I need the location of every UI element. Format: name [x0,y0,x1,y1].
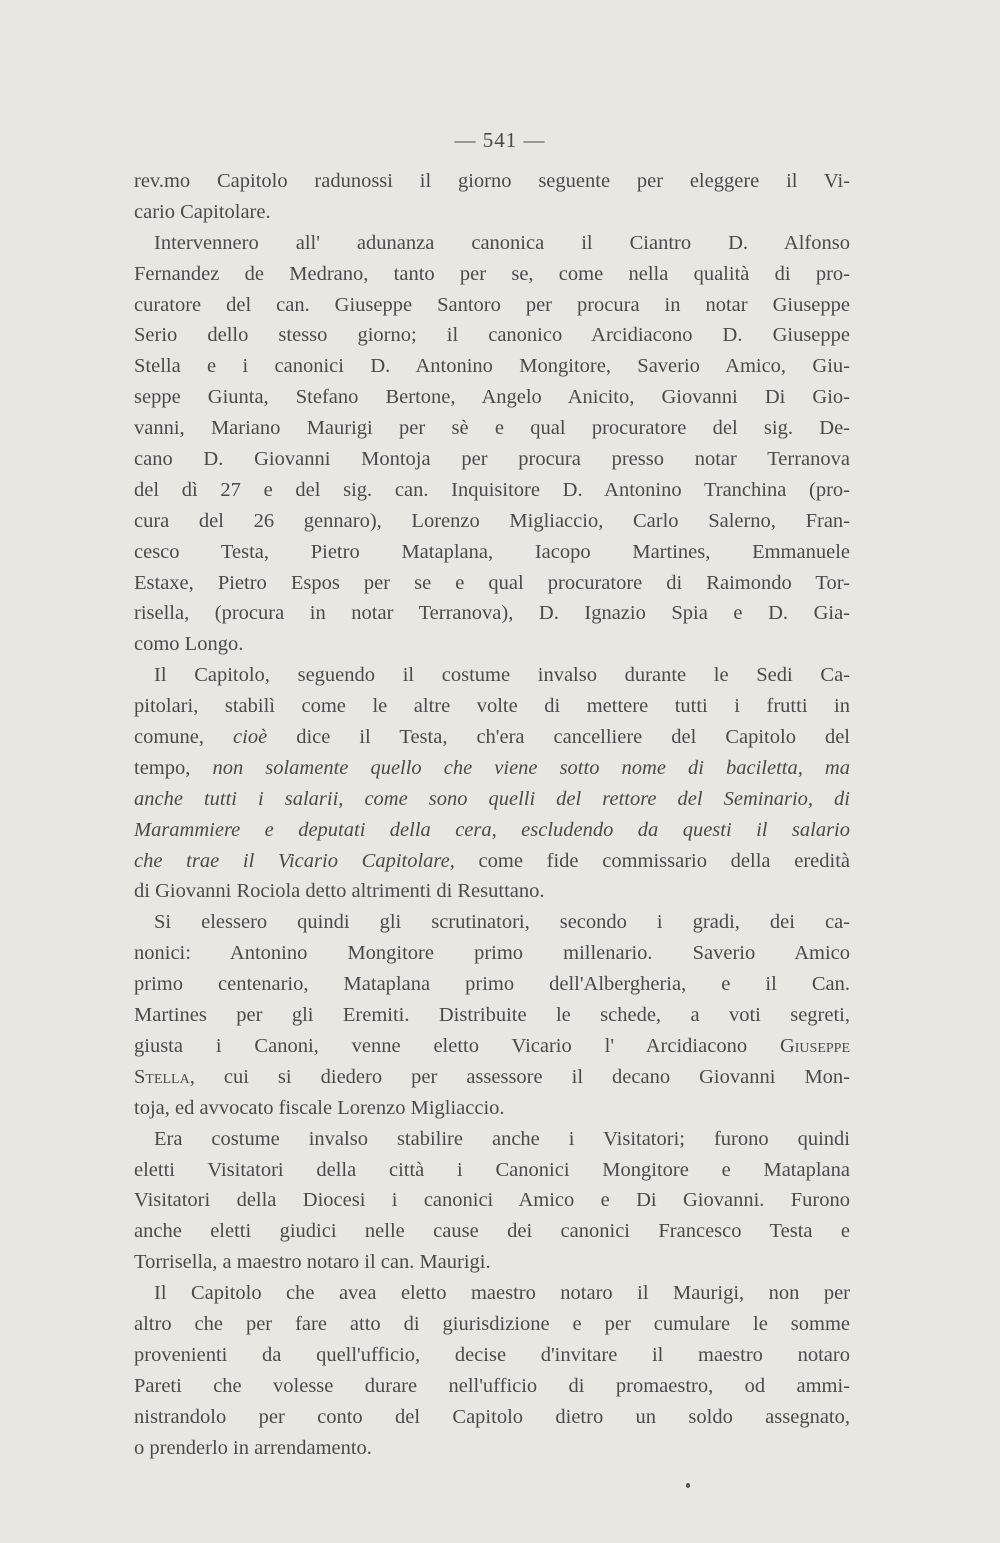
text-segment: provenienti da quell'ufficio, decise d'invitare il maestro notaro [134,1343,850,1366]
text-line [134,846,850,877]
text-segment: como Longo. [134,633,244,656]
text-segment: Intervennero all' adunanza canonica il Ciantro D. Alfonso [154,231,850,254]
text-segment: altro che per fare atto di giurisdizione e per cumulare le somme [134,1312,850,1335]
text-line [134,413,850,444]
text-line [134,1155,850,1186]
text-segment: cano D. Giovanni Montoja per procura presso notar Terranova [134,448,850,471]
text-segment: comune, [134,726,234,749]
text-line [134,1309,850,1340]
text-line [134,444,850,475]
text-line [134,784,850,815]
text-line [134,1093,850,1124]
text-line [134,1185,850,1216]
page-number: — 541 — [454,128,546,152]
text-segment: Il Capitolo, seguendo il costume invalso durante le Sedi Ca- [154,664,850,687]
italic-text-segment: non solamente quello che viene sotto nome di baciletta, ma [212,756,850,779]
text-line [134,166,850,197]
text-segment: dice il Testa, ch'era cancelliere del Capitolo del [267,726,850,749]
text-line [134,691,850,722]
text-line [134,1278,850,1309]
text-line [134,1402,850,1433]
text-line [134,506,850,537]
text-segment: vanni, Mariano Maurigi per sè e qual procuratore del sig. De- [134,417,850,440]
small-caps-name: Stella [134,1065,190,1088]
text-line [134,1124,850,1155]
text-line [134,1216,850,1247]
body-text [134,166,850,1463]
text-segment: Martines per gli Eremiti. Distribuite le schede, a voti segreti, [134,1004,850,1027]
text-line [134,1031,850,1062]
text-segment: giusta i Canoni, venne eletto Vicario l' Arcidiacono [134,1034,780,1057]
text-segment: seppe Giunta, Stefano Bertone, Angelo Anicito, Giovanni Di Gio- [134,386,850,409]
text-line [134,629,850,660]
text-line [134,815,850,846]
text-segment: toja, ed avvocato fiscale Lorenzo Migliaccio. [134,1096,505,1119]
italic-text-segment: anche tutti i salarii, come sono quelli del rettore del Seminario, di [134,787,850,810]
text-line [134,568,850,599]
text-line [134,1371,850,1402]
ink-speck [686,1483,690,1488]
text-line [134,969,850,1000]
text-line [134,537,850,568]
text-line [134,1247,850,1278]
italic-text-segment: Marammiere e deputati della cera, escludendo da questi il salario [134,818,850,841]
text-segment: nistrandolo per conto del Capitolo dietro un soldo assegnato, [134,1405,850,1428]
italic-text-segment: che trae il Vicario Capitolare, [134,849,455,872]
text-segment: Estaxe, Pietro Espos per se e qual procuratore di Raimondo Tor- [134,571,850,594]
text-line [134,259,850,290]
text-line [134,290,850,321]
text-segment: Il Capitolo che avea eletto maestro notaro il Maurigi, non per [154,1282,850,1305]
text-line [134,598,850,629]
text-segment: Fernandez de Medrano, tanto per se, come nella qualità di pro- [134,262,850,285]
text-segment: pitolari, stabilì come le altre volte di mettere tutti i frutti in [134,695,850,718]
text-segment: cura del 26 gennaro), Lorenzo Migliaccio, Carlo Salerno, Fran- [134,509,850,532]
text-line [134,1062,850,1093]
text-line [134,722,850,753]
text-line [134,753,850,784]
text-line [134,660,850,691]
text-line [134,351,850,382]
text-line [134,1000,850,1031]
text-segment: anche eletti giudici nelle cause dei canonici Francesco Testa e [134,1220,850,1243]
text-line [134,228,850,259]
text-segment: Torrisella, a maestro notaro il can. Maurigi. [134,1251,491,1274]
text-line [134,938,850,969]
text-line [134,1433,850,1464]
text-segment: Stella e i canonici D. Antonino Mongitore, Saverio Amico, Giu- [134,355,850,378]
text-segment: del dì 27 e del sig. can. Inquisitore D. Antonino Tranchina (pro- [134,478,850,501]
text-segment: Era costume invalso stabilire anche i Visitatori; furono quindi [154,1127,850,1150]
text-line [134,475,850,506]
text-segment: o prenderlo in arrendamento. [134,1436,372,1459]
text-segment: di Giovanni Rociola detto altrimenti di Resuttano. [134,880,545,903]
text-segment: nonici: Antonino Mongitore primo millenario. Saverio Amico [134,942,850,965]
text-line [134,197,850,228]
text-segment: cesco Testa, Pietro Mataplana, Iacopo Martines, Emmanuele [134,540,850,563]
italic-text-segment: cioè [233,726,268,749]
text-line [134,907,850,938]
text-segment: tempo, [134,756,213,779]
text-segment: rev.mo Capitolo radunossi il giorno seguente per eleggere il Vi- [134,170,850,192]
text-line [134,320,850,351]
text-segment: cario Capitolare. [134,200,271,223]
text-segment: curatore del can. Giuseppe Santoro per procura in notar Giuseppe [134,293,850,316]
text-line [134,1340,850,1371]
text-segment: , cui si diedero per assessore il decano Giovanni Mon- [189,1065,850,1088]
text-segment: risella, (procura in notar Terranova), D. Ignazio Spia e D. Gia- [134,602,850,625]
text-segment: Visitatori della Diocesi i canonici Amico e Di Giovanni. Furono [134,1189,850,1212]
text-line [134,876,850,907]
text-segment: Pareti che volesse durare nell'ufficio di promaestro, od ammi- [134,1374,850,1397]
text-segment: Serio dello stesso giorno; il canonico Arcidiacono D. Giuseppe [134,324,850,347]
text-segment: eletti Visitatori della città i Canonici Mongitore e Mataplana [134,1158,850,1181]
text-segment: Si elessero quindi gli scrutinatori, secondo i gradi, dei ca- [154,911,850,934]
text-segment: primo centenario, Mataplana primo dell'Albergheria, e il Can. [134,973,850,996]
text-line [134,382,850,413]
text-segment: come fide commissario della eredità [454,849,850,872]
small-caps-name: Giuseppe [779,1034,850,1057]
